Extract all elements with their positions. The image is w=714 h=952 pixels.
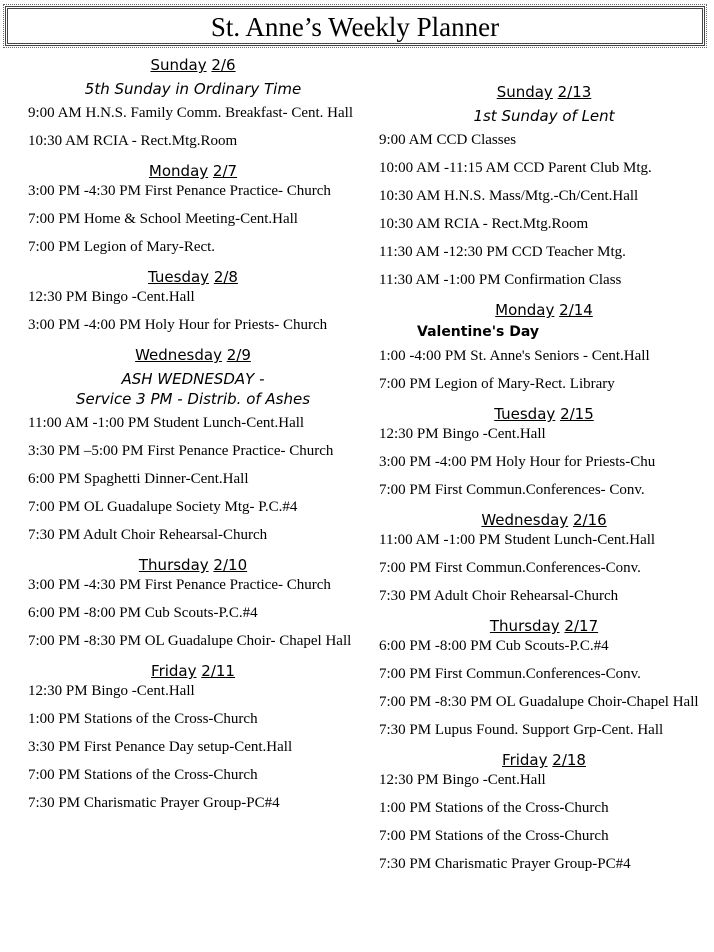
day-date: 2/6 xyxy=(211,56,236,74)
event-item: 10:30 AM H.N.S. Mass/Mtg.-Ch/Cent.Hall xyxy=(379,188,639,204)
event-item: 11:00 AM -1:00 PM Student Lunch-Cent.Hall xyxy=(28,415,305,431)
day-date: 2/8 xyxy=(213,268,238,286)
day-name: Wednesday xyxy=(481,511,569,529)
page-title: St. Anne’s Weekly Planner xyxy=(210,12,500,42)
event-item: 12:30 PM Bingo -Cent.Hall xyxy=(379,772,546,788)
event-item: 7:00 PM -8:30 PM OL Guadalupe Choir-Chapel Hall xyxy=(379,694,699,710)
day-heading xyxy=(28,161,358,181)
event-item: 7:00 PM First Commun.Conferences-Conv. xyxy=(379,666,641,682)
event-item: 11:30 AM -12:30 PM CCD Teacher Mtg. xyxy=(379,244,626,260)
day-heading xyxy=(379,616,709,636)
day-date: 2/7 xyxy=(212,162,238,180)
day-name: Friday xyxy=(502,751,548,769)
event-item: 7:00 PM Stations of the Cross-Church xyxy=(379,828,609,844)
event-item: 7:00 PM First Commun.Conferences- Conv. xyxy=(379,482,645,498)
event-item: 12:30 PM Bingo -Cent.Hall xyxy=(28,683,195,699)
feast-label: ASH WEDNESDAY - xyxy=(121,370,265,388)
day-heading xyxy=(379,404,709,424)
right-column xyxy=(379,82,709,884)
day-name: Monday xyxy=(495,301,555,319)
event-item: 10:30 AM RCIA - Rect.Mtg.Room xyxy=(379,216,589,232)
event-item: 7:00 PM Stations of the Cross-Church xyxy=(28,767,258,783)
event-item: 3:00 PM -4:30 PM First Penance Practice- Church xyxy=(28,183,331,199)
event-item: 7:30 PM Adult Choir Rehearsal-Church xyxy=(379,588,619,604)
day-date: 2/15 xyxy=(560,405,594,423)
day-date: 2/14 xyxy=(559,301,593,319)
event-item: 7:30 PM Charismatic Prayer Group-PC#4 xyxy=(379,856,631,872)
event-item: 12:30 PM Bingo -Cent.Hall xyxy=(379,426,546,442)
event-item: 9:00 AM H.N.S. Family Comm. Breakfast- Cent. Hall xyxy=(28,105,353,121)
feast-label: 1st Sunday of Lent xyxy=(473,107,615,125)
day-heading xyxy=(28,55,358,75)
day-date: 2/17 xyxy=(564,617,599,635)
feast-label: 5th Sunday in Ordinary Time xyxy=(84,80,302,98)
event-item: 7:00 PM Home & School Meeting-Cent.Hall xyxy=(28,211,298,227)
day-name: Tuesday xyxy=(148,268,210,286)
holiday-note: Valentine's Day xyxy=(417,324,539,340)
day-name: Monday xyxy=(148,162,209,180)
day-date: 2/18 xyxy=(552,751,586,769)
day-date: 2/16 xyxy=(572,511,607,529)
event-item: 12:30 PM Bingo -Cent.Hall xyxy=(28,289,195,305)
event-item: 3:00 PM -4:30 PM First Penance Practice- Church xyxy=(28,577,331,593)
day-heading xyxy=(379,300,709,320)
event-item: 7:30 PM Lupus Found. Support Grp-Cent. Hall xyxy=(379,722,664,738)
event-item: 10:00 AM -11:15 AM CCD Parent Club Mtg. xyxy=(379,160,652,176)
day-name: Wednesday xyxy=(135,346,222,364)
event-item: 3:30 PM First Penance Day setup-Cent.Hall xyxy=(28,739,293,755)
event-item: 11:00 AM -1:00 PM Student Lunch-Cent.Hall xyxy=(379,532,656,548)
day-name: Friday xyxy=(151,662,197,680)
event-item: 9:00 AM CCD Classes xyxy=(379,132,517,148)
event-item: 6:00 PM -8:00 PM Cub Scouts-P.C.#4 xyxy=(379,638,609,654)
day-heading xyxy=(379,510,709,530)
left-column xyxy=(28,55,358,823)
day-heading xyxy=(379,750,709,770)
day-heading xyxy=(28,267,358,287)
day-date: 2/9 xyxy=(226,346,251,364)
day-date: 2/10 xyxy=(213,556,248,574)
event-item: 6:00 PM -8:00 PM Cub Scouts-P.C.#4 xyxy=(28,605,258,621)
event-item: 7:30 PM Adult Choir Rehearsal-Church xyxy=(28,527,268,543)
event-item: 11:30 AM -1:00 PM Confirmation Class xyxy=(379,272,622,288)
event-item: 10:30 AM RCIA - Rect.Mtg.Room xyxy=(28,133,238,149)
day-name: Tuesday xyxy=(494,405,556,423)
day-name: Sunday xyxy=(150,56,207,74)
event-item: 7:30 PM Charismatic Prayer Group-PC#4 xyxy=(28,795,280,811)
event-item: 1:00 -4:00 PM St. Anne's Seniors - Cent.Hall xyxy=(379,348,650,364)
event-item: 1:00 PM Stations of the Cross-Church xyxy=(28,711,258,727)
day-heading xyxy=(28,555,358,575)
event-item: 7:00 PM Legion of Mary-Rect. Library xyxy=(379,376,615,392)
title-box xyxy=(5,6,705,46)
feast-label: Service 3 PM - Distrib. of Ashes xyxy=(75,390,311,408)
day-heading xyxy=(28,661,358,681)
event-item: 7:00 PM OL Guadalupe Society Mtg- P.C.#4 xyxy=(28,499,298,515)
day-name: Thursday xyxy=(489,617,560,635)
day-heading xyxy=(379,82,709,102)
event-item: 7:00 PM Legion of Mary-Rect. xyxy=(28,239,216,255)
event-item: 3:00 PM -4:00 PM Holy Hour for Priests- Church xyxy=(28,317,328,333)
day-date: 2/11 xyxy=(201,662,235,680)
event-item: 6:00 PM Spaghetti Dinner-Cent.Hall xyxy=(28,471,249,487)
day-date: 2/13 xyxy=(557,83,592,101)
day-name: Thursday xyxy=(138,556,209,574)
event-item: 3:00 PM -4:00 PM Holy Hour for Priests-Chu xyxy=(379,454,656,470)
event-item: 1:00 PM Stations of the Cross-Church xyxy=(379,800,609,816)
day-name: Sunday xyxy=(496,83,553,101)
day-heading xyxy=(28,345,358,365)
event-item: 7:00 PM First Commun.Conferences-Conv. xyxy=(379,560,641,576)
event-item: 7:00 PM -8:30 PM OL Guadalupe Choir- Chapel Hall xyxy=(28,633,352,649)
event-item: 3:30 PM –5:00 PM First Penance Practice- Church xyxy=(28,443,334,459)
